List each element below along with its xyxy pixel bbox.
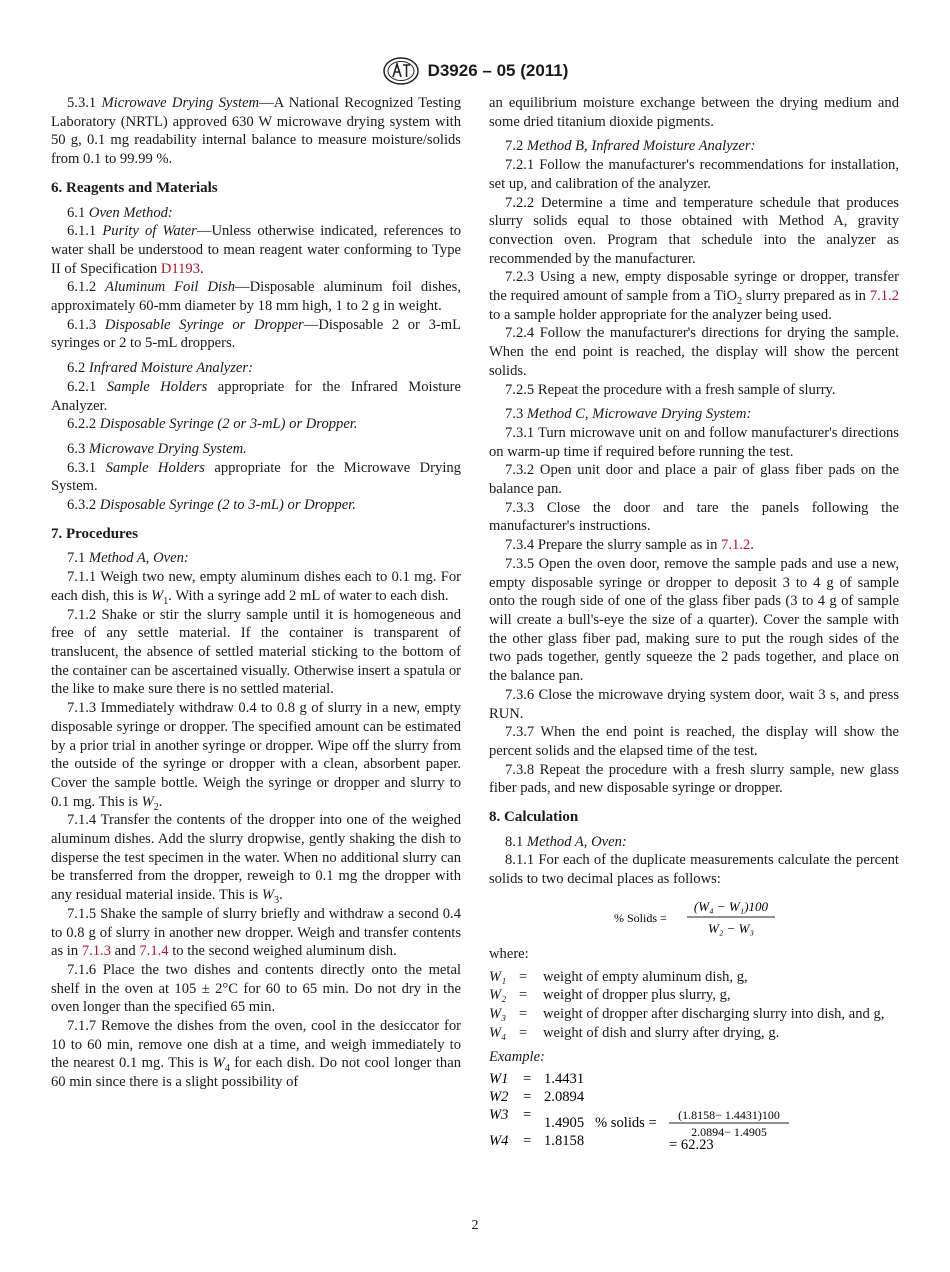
paragraph-7-3-4: 7.3.4 Prepare the slurry sample as in 7.1.2. bbox=[505, 537, 754, 554]
paragraph-7-3-3: 7.3.3 Close the door and tare the panels following the manufacturer's instructions. bbox=[489, 499, 899, 535]
paragraph-6-2-2: 6.2.2 Disposable Syringe (2 or 3-mL) or Dropper. bbox=[67, 416, 358, 433]
link-7-1-2[interactable]: 7.1.2 bbox=[869, 288, 899, 305]
example-w1-value: 1.4431 bbox=[544, 1071, 585, 1088]
document-id: D3926 – 05 (2011) bbox=[427, 61, 569, 80]
example-label: Example: bbox=[489, 1049, 545, 1066]
paragraph-7-2-5: 7.2.5 Repeat the procedure with a fresh sample of slurry. bbox=[505, 381, 836, 398]
example-w1-symbol: W1 bbox=[489, 1071, 509, 1088]
formula-lhs: % Solids = bbox=[614, 910, 667, 925]
definition-row: W₃ = weight of dropper after discharging slurry into dish, and g, bbox=[489, 1005, 885, 1022]
paragraph-7-3-7: 7.3.7 When the end point is reached, the display will show the percent solids and the elapsed time of the test. bbox=[489, 724, 899, 759]
section-8-heading: 8. Calculation bbox=[489, 809, 579, 826]
example-equals: = bbox=[523, 1089, 532, 1106]
example-w4-symbol: W4 bbox=[489, 1133, 509, 1150]
paragraph-7-1-4: 7.1.4 Transfer the contents of the dropper into one of the weighed aluminum dishes. Add the slurry dropwise, gently shaking the dish to disperse the test specimen in the water. When no additional slurry can be transferred from the dropper, reweigh to 0.1 mg the dropper with any residual material inside. This is $W_3$. bbox=[51, 812, 461, 907]
page-header bbox=[0, 56, 950, 86]
variable-definitions bbox=[489, 968, 899, 1043]
paragraph-6-1-1: 6.1.1 Purity of Water—Unless otherwise indicated, references to water shall be understood to mean reagent water conforming to Type II of Specification D1193. bbox=[51, 223, 461, 277]
paragraph-7-2-1: 7.2.1 Follow the manufacturer's recommendations for installation, set up, and calibration of the analyzer. bbox=[489, 157, 899, 192]
paragraph-5-3-1: 5.3.1 Microwave Drying System—A National Recognized Testing Laboratory (NRTL) approved 630 W microwave drying system with 50 g, 0.1 mg readability internal balance to measure moisture/solids from 0.1 to 99.99 %. bbox=[51, 95, 461, 168]
paragraph-7-1-3: 7.1.3 Immediately withdraw 0.4 to 0.8 g of slurry in a new, empty disposable syringe or dropper. The specified amount can be estimated by a prior trial in another syringe or dropper. Wipe off the slurry from the outside of the syringe or dropper with a clean, absorbent paper. Cover the sample bottle. Weigh the syringe or dropper and slurry to 0.1 mg. This is $W_2$. bbox=[51, 700, 461, 813]
paragraph-continued: an equilibrium moisture exchange between the drying medium and some dried titanium dioxide pigments. bbox=[489, 95, 899, 130]
paragraph-6-3: 6.3 Microwave Drying System. bbox=[67, 440, 247, 457]
paragraph-7-1-1: 7.1.1 Weigh two new, empty aluminum dishes each to 0.1 mg. For each dish, this is $W_1$. With a syringe add 2 mL of water to each dish. bbox=[51, 569, 461, 607]
paragraph-7-1: 7.1 Method A, Oven: bbox=[67, 550, 189, 567]
worked-example bbox=[489, 1069, 899, 1155]
definition-row: W₂ = weight of dropper plus slurry, g, bbox=[489, 987, 731, 1004]
paragraph-7-3-8: 7.3.8 Repeat the procedure with a fresh slurry sample, new glass fiber pads, and new disposable syringe or dropper. bbox=[489, 761, 899, 797]
link-7-1-3[interactable]: 7.1.3 bbox=[81, 943, 111, 960]
right-column bbox=[489, 94, 899, 1155]
definition-row: W₄ = weight of dish and slurry after drying, g. bbox=[489, 1024, 780, 1041]
left-column bbox=[51, 94, 461, 1092]
link-d1193[interactable]: D1193 bbox=[160, 260, 201, 277]
example-result: = 62.23 bbox=[669, 1137, 714, 1154]
example-numerator: (1.8158− 1.4431)100 bbox=[678, 1108, 780, 1123]
section-6-heading: 6. Reagents and Materials bbox=[51, 179, 218, 196]
paragraph-7-1-5: 7.1.5 Shake the sample of slurry briefly and withdraw a second 0.4 to 0.8 g of slurry in another new dropper. Weigh and transfer contents as in 7.1.3 and 7.1.4 to the second weighed aluminum dish. bbox=[51, 905, 461, 960]
formula-denominator: W₂ − W₃ bbox=[708, 920, 754, 936]
where-label: where: bbox=[489, 945, 529, 962]
link-7-1-4[interactable]: 7.1.4 bbox=[139, 943, 169, 960]
paragraph-7-2-2: 7.2.2 Determine a time and temperature schedule that produces slurry solids equal to those obtained with Method A, gravity convection oven. Program that schedule into the analyzer as recommended by the manufacturer. bbox=[489, 194, 899, 267]
example-w4-value: 1.8158 bbox=[544, 1133, 585, 1150]
paragraph-7-1-2: 7.1.2 Shake or stir the slurry sample until it is homogeneous and free of any settle material. If the container is transparent of translucent, the absence of settled material sticking to the bottom of the container can be ascertained visually. Otherwise insert a spatula or the like to make sure there is no settled material. bbox=[51, 606, 461, 698]
astm-logo-icon bbox=[382, 56, 420, 86]
paragraph-7-3-1: 7.3.1 Turn microwave unit on and follow manufacturer's directions on warm-up time if required before running the test. bbox=[489, 424, 899, 460]
paragraph-6-1-3: 6.1.3 Disposable Syringe or Dropper—Disposable 2 or 3-mL syringes or 2 to 5-mL droppers. bbox=[51, 316, 461, 352]
paragraph-7-2: 7.2 Method B, Infrared Moisture Analyzer: bbox=[505, 138, 756, 155]
example-w3-symbol: W3 bbox=[489, 1107, 509, 1124]
paragraph-7-2-3: 7.2.3 Using a new, empty disposable syringe or dropper, transfer the required amount of sample from a TiO$_2$ slurry prepared as in 7.1.2 to a sample holder appropriate for the analyzer being used. bbox=[489, 269, 899, 323]
paragraph-7-3-6: 7.3.6 Close the microwave drying system door, wait 3 s, and press RUN. bbox=[489, 686, 899, 722]
example-w3-value: 1.4905 bbox=[544, 1115, 585, 1132]
link-7-1-2-b[interactable]: 7.1.2 bbox=[721, 537, 751, 554]
example-solids-lhs: % solids = bbox=[595, 1115, 657, 1132]
solids-formula bbox=[489, 895, 899, 939]
paragraph-6-2-1: 6.2.1 Sample Holders appropriate for the Infrared Moisture Analyzer. bbox=[51, 378, 461, 414]
paragraph-7-1-7: 7.1.7 Remove the dishes from the oven, cool in the desiccator for 10 to 60 min, remove one dish at a time, and weigh immediately to the nearest 0.1 mg. This is $W_4$ for each dish. Do not cool longer than 60 min since there is a slight possibility of bbox=[51, 1018, 461, 1091]
paragraph-6-2: 6.2 Infrared Moisture Analyzer: bbox=[67, 360, 253, 377]
paragraph-8-1-1: 8.1.1 For each of the duplicate measurements calculate the percent solids to two decimal places as follows: bbox=[489, 852, 899, 888]
example-w2-symbol: W2 bbox=[489, 1089, 509, 1106]
paragraph-8-1: 8.1 Method A, Oven: bbox=[505, 833, 627, 850]
page-number: 2 bbox=[471, 1218, 479, 1233]
paragraph-6-1-2: 6.1.2 Aluminum Foil Dish—Disposable aluminum foil dishes, approximately 60-mm diameter by 18 mm high, 1 to 2 g in weight. bbox=[51, 279, 461, 315]
example-equals: = bbox=[523, 1107, 532, 1124]
paragraph-7-3-2: 7.3.2 Open unit door and place a pair of glass fiber pads on the balance pan. bbox=[489, 462, 899, 498]
paragraph-7-1-6: 7.1.6 Place the two dishes and contents directly onto the metal shelf in the oven at 105 ± 2°C for 60 to 65 min. Do not dry in the oven longer than the specified 65 min. bbox=[51, 961, 461, 1016]
paragraph-7-2-4: 7.2.4 Follow the manufacturer's directions for drying the sample. When the end point is reached, the display will show the percent solids. bbox=[489, 325, 899, 379]
example-denominator: 2.0894− 1.4905 bbox=[691, 1125, 767, 1140]
formula-numerator: (W₄ − W₁)100 bbox=[693, 898, 769, 914]
example-equals: = bbox=[523, 1071, 532, 1088]
paragraph-6-3-2: 6.3.2 Disposable Syringe (2 to 3-mL) or Dropper. bbox=[67, 497, 356, 514]
example-equals: = bbox=[523, 1133, 532, 1150]
paragraph-7-3-5: 7.3.5 Open the oven door, remove the sample pads and use a new, empty disposable syringe or dropper to deposit 3 to 4 g of sample onto the rough side of one of the glass fiber pads (3 to 4 g of sample will create a bull's-eye the size of a quarter). Cover the sample with the other glass fiber pad, making sure to put the rough sides of the two pads together, gently squeeze the 2 pads together, and place on the balance pan. bbox=[489, 555, 899, 685]
paragraph-6-1: 6.1 Oven Method: bbox=[67, 204, 173, 221]
paragraph-7-3: 7.3 Method C, Microwave Drying System: bbox=[505, 406, 752, 423]
section-7-heading: 7. Procedures bbox=[51, 525, 138, 542]
example-w2-value: 2.0894 bbox=[544, 1089, 585, 1106]
paragraph-6-3-1: 6.3.1 Sample Holders appropriate for the Microwave Drying System. bbox=[51, 459, 461, 495]
definition-row: W₁ = weight of empty aluminum dish, g, bbox=[489, 968, 748, 985]
